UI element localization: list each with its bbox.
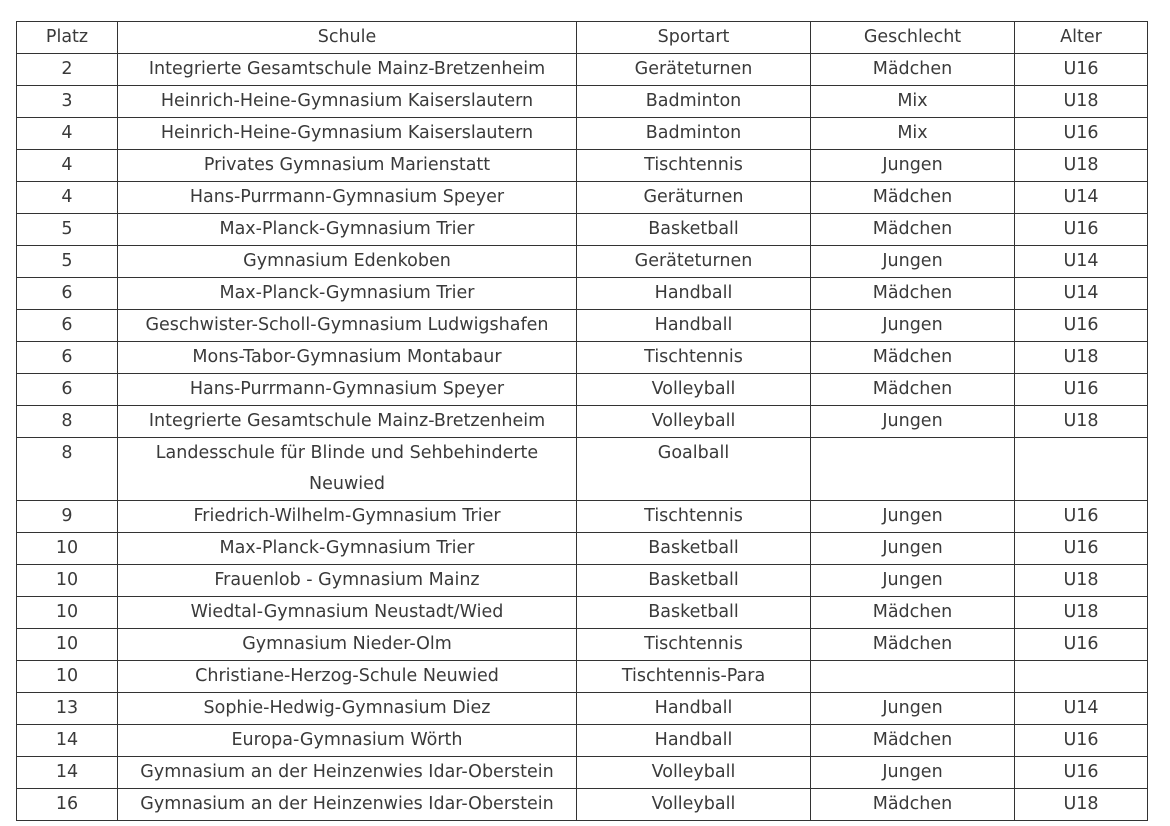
cell-alter: U14 xyxy=(1015,182,1148,214)
cell-platz: 6 xyxy=(17,278,118,310)
cell-geschlecht: Jungen xyxy=(811,757,1015,789)
table-row xyxy=(17,533,1148,565)
cell-schule: Max-Planck-Gymnasium Trier xyxy=(118,278,577,310)
cell-schule: Friedrich-Wilhelm-Gymnasium Trier xyxy=(118,501,577,533)
table-row xyxy=(17,342,1148,374)
cell-alter: U16 xyxy=(1015,725,1148,757)
cell-geschlecht: Mädchen xyxy=(811,597,1015,629)
cell-sportart: Basketball xyxy=(577,533,811,565)
table-row xyxy=(17,725,1148,757)
cell-geschlecht: Mädchen xyxy=(811,278,1015,310)
table-row xyxy=(17,278,1148,310)
cell-geschlecht: Jungen xyxy=(811,310,1015,342)
cell-platz: 3 xyxy=(17,86,118,118)
cell-platz: 8 xyxy=(17,406,118,438)
cell-platz: 5 xyxy=(17,246,118,278)
cell-alter: U14 xyxy=(1015,278,1148,310)
cell-platz: 10 xyxy=(17,597,118,629)
cell-geschlecht: Jungen xyxy=(811,406,1015,438)
cell-sportart: Tischtennis xyxy=(577,342,811,374)
cell-schule: Landesschule für Blinde und Sehbehinderte Neuwied xyxy=(118,438,577,501)
cell-geschlecht: Mädchen xyxy=(811,54,1015,86)
cell-sportart: Basketball xyxy=(577,597,811,629)
cell-schule: Sophie-Hedwig-Gymnasium Diez xyxy=(118,693,577,725)
cell-alter: U16 xyxy=(1015,501,1148,533)
cell-geschlecht: Jungen xyxy=(811,501,1015,533)
header-schule: Schule xyxy=(118,22,577,54)
cell-schule: Wiedtal-Gymnasium Neustadt/Wied xyxy=(118,597,577,629)
cell-alter: U16 xyxy=(1015,54,1148,86)
cell-platz: 6 xyxy=(17,374,118,406)
cell-sportart: Geräturnen xyxy=(577,182,811,214)
cell-alter: U18 xyxy=(1015,86,1148,118)
cell-alter: U14 xyxy=(1015,246,1148,278)
results-table xyxy=(16,21,1148,821)
header-row xyxy=(17,22,1148,54)
cell-alter: U18 xyxy=(1015,597,1148,629)
cell-schule: Gymnasium an der Heinzenwies Idar-Oberstein xyxy=(118,757,577,789)
cell-sportart: Handball xyxy=(577,725,811,757)
table-row xyxy=(17,693,1148,725)
cell-platz: 9 xyxy=(17,501,118,533)
cell-platz: 5 xyxy=(17,214,118,246)
cell-alter xyxy=(1015,438,1148,501)
cell-schule: Frauenlob - Gymnasium Mainz xyxy=(118,565,577,597)
cell-platz: 6 xyxy=(17,310,118,342)
cell-sportart: Basketball xyxy=(577,214,811,246)
cell-alter: U16 xyxy=(1015,310,1148,342)
cell-schule: Hans-Purrmann-Gymnasium Speyer xyxy=(118,374,577,406)
table-row xyxy=(17,629,1148,661)
cell-sportart: Volleyball xyxy=(577,374,811,406)
cell-platz: 10 xyxy=(17,565,118,597)
cell-sportart: Handball xyxy=(577,693,811,725)
cell-schule: Integrierte Gesamtschule Mainz-Bretzenheim xyxy=(118,54,577,86)
table-row xyxy=(17,501,1148,533)
cell-schule: Max-Planck-Gymnasium Trier xyxy=(118,533,577,565)
cell-schule: Gymnasium Nieder-Olm xyxy=(118,629,577,661)
cell-alter: U18 xyxy=(1015,342,1148,374)
cell-schule: Privates Gymnasium Marienstatt xyxy=(118,150,577,182)
cell-alter: U18 xyxy=(1015,565,1148,597)
cell-sportart: Geräteturnen xyxy=(577,246,811,278)
cell-geschlecht: Mädchen xyxy=(811,374,1015,406)
table-header xyxy=(17,22,1148,54)
cell-sportart: Handball xyxy=(577,278,811,310)
header-geschlecht: Geschlecht xyxy=(811,22,1015,54)
cell-sportart: Volleyball xyxy=(577,757,811,789)
cell-geschlecht: Mädchen xyxy=(811,182,1015,214)
cell-sportart: Tischtennis xyxy=(577,501,811,533)
cell-geschlecht xyxy=(811,661,1015,693)
cell-schule: Europa-Gymnasium Wörth xyxy=(118,725,577,757)
table-row xyxy=(17,118,1148,150)
cell-schule: Hans-Purrmann-Gymnasium Speyer xyxy=(118,182,577,214)
cell-platz: 8 xyxy=(17,438,118,501)
cell-platz: 4 xyxy=(17,150,118,182)
cell-platz: 2 xyxy=(17,54,118,86)
cell-geschlecht: Jungen xyxy=(811,150,1015,182)
table-row xyxy=(17,86,1148,118)
header-sportart: Sportart xyxy=(577,22,811,54)
cell-schule: Gymnasium an der Heinzenwies Idar-Oberstein xyxy=(118,789,577,821)
cell-sportart: Basketball xyxy=(577,565,811,597)
cell-alter: U16 xyxy=(1015,118,1148,150)
cell-sportart: Tischtennis-Para xyxy=(577,661,811,693)
cell-platz: 13 xyxy=(17,693,118,725)
table-row xyxy=(17,54,1148,86)
cell-alter: U16 xyxy=(1015,374,1148,406)
cell-schule: Heinrich-Heine-Gymnasium Kaiserslautern xyxy=(118,118,577,150)
cell-geschlecht: Mädchen xyxy=(811,725,1015,757)
header-platz: Platz xyxy=(17,22,118,54)
cell-geschlecht: Mädchen xyxy=(811,789,1015,821)
table-row xyxy=(17,597,1148,629)
table-row xyxy=(17,406,1148,438)
cell-alter: U16 xyxy=(1015,214,1148,246)
cell-platz: 16 xyxy=(17,789,118,821)
cell-alter: U16 xyxy=(1015,533,1148,565)
table-row xyxy=(17,789,1148,821)
cell-alter: U14 xyxy=(1015,693,1148,725)
table-row xyxy=(17,661,1148,693)
cell-geschlecht: Jungen xyxy=(811,246,1015,278)
cell-platz: 6 xyxy=(17,342,118,374)
cell-geschlecht: Jungen xyxy=(811,533,1015,565)
cell-sportart: Badminton xyxy=(577,118,811,150)
cell-sportart: Volleyball xyxy=(577,789,811,821)
header-alter: Alter xyxy=(1015,22,1148,54)
cell-schule: Heinrich-Heine-Gymnasium Kaiserslautern xyxy=(118,86,577,118)
cell-geschlecht: Jungen xyxy=(811,565,1015,597)
cell-alter: U18 xyxy=(1015,406,1148,438)
table-row xyxy=(17,438,1148,501)
cell-platz: 10 xyxy=(17,661,118,693)
cell-schule: Gymnasium Edenkoben xyxy=(118,246,577,278)
cell-sportart: Geräteturnen xyxy=(577,54,811,86)
cell-sportart: Volleyball xyxy=(577,406,811,438)
cell-schule: Christiane-Herzog-Schule Neuwied xyxy=(118,661,577,693)
cell-platz: 14 xyxy=(17,725,118,757)
table-row xyxy=(17,182,1148,214)
cell-schule: Geschwister-Scholl-Gymnasium Ludwigshafen xyxy=(118,310,577,342)
cell-sportart: Handball xyxy=(577,310,811,342)
cell-alter: U18 xyxy=(1015,789,1148,821)
cell-alter: U18 xyxy=(1015,150,1148,182)
cell-geschlecht xyxy=(811,438,1015,501)
table-row xyxy=(17,310,1148,342)
cell-geschlecht: Mix xyxy=(811,118,1015,150)
cell-platz: 10 xyxy=(17,629,118,661)
cell-alter xyxy=(1015,661,1148,693)
table-row xyxy=(17,757,1148,789)
cell-sportart: Goalball xyxy=(577,438,811,501)
cell-platz: 4 xyxy=(17,182,118,214)
cell-geschlecht: Mädchen xyxy=(811,629,1015,661)
cell-geschlecht: Mädchen xyxy=(811,214,1015,246)
cell-platz: 10 xyxy=(17,533,118,565)
cell-schule: Max-Planck-Gymnasium Trier xyxy=(118,214,577,246)
cell-platz: 4 xyxy=(17,118,118,150)
cell-geschlecht: Jungen xyxy=(811,693,1015,725)
cell-schule: Mons-Tabor-Gymnasium Montabaur xyxy=(118,342,577,374)
table-row xyxy=(17,214,1148,246)
cell-alter: U16 xyxy=(1015,629,1148,661)
cell-sportart: Tischtennis xyxy=(577,629,811,661)
cell-sportart: Badminton xyxy=(577,86,811,118)
cell-sportart: Tischtennis xyxy=(577,150,811,182)
table-body xyxy=(17,54,1148,821)
cell-geschlecht: Mix xyxy=(811,86,1015,118)
cell-alter: U16 xyxy=(1015,757,1148,789)
table-row xyxy=(17,565,1148,597)
table-row xyxy=(17,150,1148,182)
cell-platz: 14 xyxy=(17,757,118,789)
table-row xyxy=(17,246,1148,278)
cell-schule: Integrierte Gesamtschule Mainz-Bretzenheim xyxy=(118,406,577,438)
table-row xyxy=(17,374,1148,406)
cell-geschlecht: Mädchen xyxy=(811,342,1015,374)
